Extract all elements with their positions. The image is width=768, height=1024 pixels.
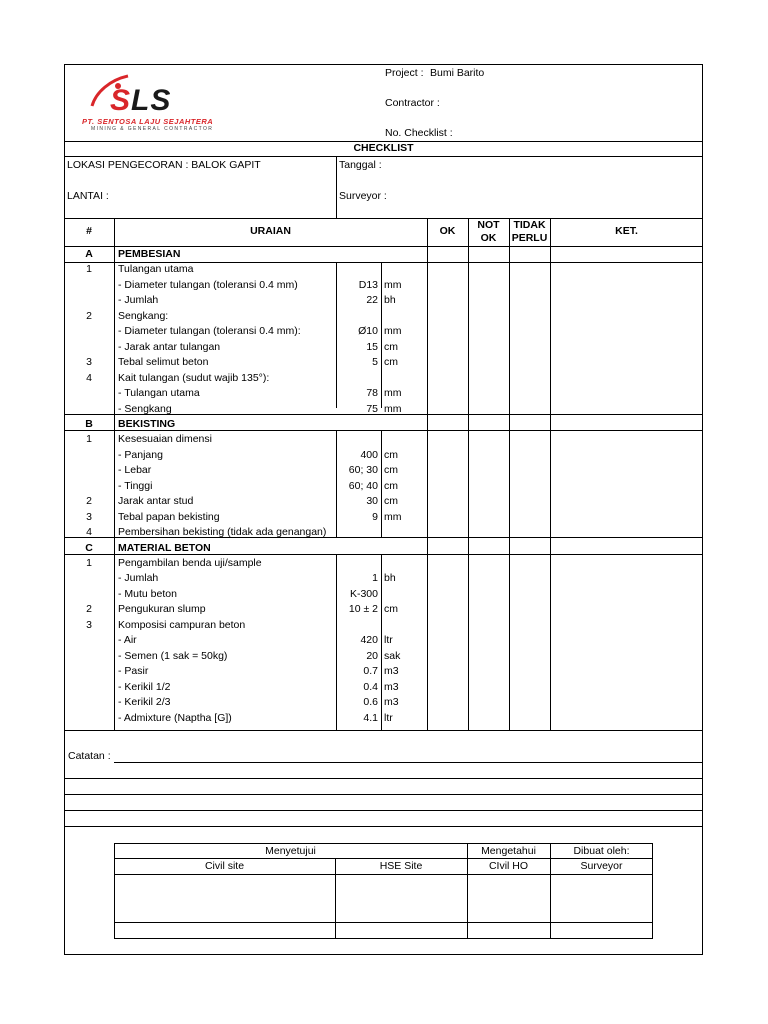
row-value: 5 [372, 356, 378, 369]
col-header-ok: OK [439, 225, 456, 237]
row-description: Pembersihan bekisting (tidak ada genangan) [118, 526, 327, 539]
row-number: 1 [86, 263, 92, 276]
row-description: - Kerikil 2/3 [118, 696, 171, 709]
row-unit: mm [384, 387, 402, 400]
row-description: Kesesuaian dimensi [118, 433, 212, 446]
row-description: Kait tulangan (sudut wajib 135°): [118, 371, 270, 384]
row-value: 60; 30 [348, 464, 378, 477]
row-value: 0.6 [363, 696, 378, 709]
row-value: K-300 [349, 587, 378, 600]
section-title: BEKISTING [118, 417, 176, 430]
row-unit: bh [384, 294, 396, 307]
row-number: 4 [86, 526, 92, 539]
row-description: - Panjang [118, 448, 163, 461]
checklist-title: CHECKLIST [353, 142, 414, 154]
row-value: 20 [366, 649, 378, 662]
row-value: D13 [358, 278, 378, 291]
company-name: PT. SENTOSA LAJU SEJAHTERA [82, 117, 214, 126]
row-unit: cm [384, 356, 398, 369]
col-header-uraian: URAIAN [250, 225, 291, 237]
row-description: - Diameter tulangan (toleransi 0.4 mm): [118, 325, 301, 338]
row-number: 1 [86, 433, 92, 446]
row-number: 4 [86, 371, 92, 384]
row-description: - Kerikil 1/2 [118, 680, 171, 693]
row-unit: mm [384, 510, 402, 523]
section-title: PEMBESIAN [118, 248, 181, 260]
row-number: 2 [86, 309, 92, 322]
col-header-no: # [86, 225, 92, 237]
row-value: 0.4 [363, 680, 378, 693]
row-number: 3 [86, 618, 92, 631]
row-description: Pengambilan benda uji/sample [118, 557, 262, 569]
row-description: Pengukuran slump [118, 603, 206, 616]
row-number: A [85, 248, 93, 260]
row-description: Tulangan utama [118, 263, 194, 276]
col-header-tidak-2: PERLU [511, 232, 548, 244]
row-unit: mm [384, 325, 402, 338]
row-unit: m3 [384, 680, 399, 693]
row-description: Tebal selimut beton [118, 356, 209, 369]
row-unit: mm [384, 278, 402, 291]
row-description: - Pasir [118, 665, 149, 678]
company-tagline: MINING & GENERAL CONTRACTOR [91, 126, 214, 132]
row-number: 3 [86, 510, 92, 523]
row-value: 1 [372, 572, 378, 585]
row-description: Tebal papan bekisting [118, 510, 220, 523]
row-description: Komposisi campuran beton [118, 618, 246, 631]
row-unit: bh [384, 572, 396, 585]
no-checklist-label: No. Checklist : [385, 127, 453, 139]
row-number: 1 [86, 557, 92, 569]
row-description: - Diameter tulangan (toleransi 0.4 mm) [118, 278, 298, 291]
row-description: - Mutu beton [118, 587, 177, 600]
row-unit: m3 [384, 696, 399, 709]
row-description: - Tinggi [118, 479, 153, 492]
col-header-tidak-1: TIDAK [513, 219, 546, 231]
row-description: Jarak antar stud [118, 495, 194, 508]
row-description: - Admixture (Naptha [G]) [118, 711, 232, 724]
surveyor-field: Surveyor : [339, 190, 387, 202]
row-number: B [85, 417, 93, 430]
row-unit: cm [384, 479, 398, 492]
row-number: 3 [86, 356, 92, 369]
row-value: 0.7 [363, 665, 378, 678]
logo-wordmark: SLS [110, 84, 172, 117]
menyetujui-label: Menyetujui [265, 845, 316, 857]
row-value: 9 [372, 510, 378, 523]
row-number: 2 [86, 603, 92, 616]
section-title: MATERIAL BETON [118, 541, 211, 554]
row-value: 75 [366, 402, 378, 415]
row-unit: cm [384, 603, 398, 616]
lokasi-field: LOKASI PENGECORAN : BALOK GAPIT [67, 159, 261, 171]
row-unit: ltr [384, 711, 393, 724]
civil-site-label: Civil site [204, 860, 245, 872]
row-value: 15 [366, 340, 378, 353]
row-unit: cm [384, 495, 398, 508]
col-header-notok-2: OK [480, 232, 497, 244]
mengetahui-label: Mengetahui [481, 845, 536, 857]
civil-ho-label: CIvil HO [488, 860, 529, 872]
row-value: Ø10 [358, 325, 378, 338]
row-value: 30 [366, 495, 378, 508]
row-unit: m3 [384, 665, 399, 678]
col-header-ket: KET. [615, 225, 638, 237]
row-description: - Jarak antar tulangan [118, 340, 221, 353]
row-unit: mm [384, 402, 402, 415]
row-unit: sak [384, 649, 401, 662]
dibuat-oleh-label: Dibuat oleh: [573, 845, 630, 857]
row-description: - Air [118, 634, 137, 647]
row-description: - Tulangan utama [118, 387, 200, 400]
row-description: - Jumlah [118, 572, 159, 585]
catatan-label: Catatan : [68, 750, 111, 762]
contractor-label: Contractor : [385, 97, 440, 109]
row-value: 10 ± 2 [348, 603, 378, 616]
row-value: 420 [360, 634, 378, 647]
row-description: - Lebar [118, 464, 152, 477]
hse-site-label: HSE Site [379, 860, 423, 872]
row-unit: ltr [384, 634, 393, 647]
row-description: Sengkang: [118, 309, 169, 322]
row-value: 60; 40 [348, 479, 378, 492]
project-label: Project : [385, 67, 424, 79]
col-header-notok-1: NOT [477, 219, 500, 231]
tanggal-field: Tanggal : [339, 159, 382, 171]
lantai-field: LANTAI : [67, 190, 109, 202]
row-unit: cm [384, 464, 398, 477]
row-description: - Jumlah [118, 294, 159, 307]
row-number: 2 [86, 495, 92, 508]
row-number: C [85, 541, 93, 554]
row-value: 400 [360, 448, 378, 461]
row-description: - Semen (1 sak = 50kg) [118, 649, 228, 662]
row-value: 4.1 [363, 711, 378, 724]
row-unit: cm [384, 448, 398, 461]
row-description: - Sengkang [118, 402, 172, 415]
surveyor-sign-label: Surveyor [580, 860, 623, 872]
row-value: 78 [366, 387, 378, 400]
row-value: 22 [366, 294, 378, 307]
row-unit: cm [384, 340, 398, 353]
project-value: Bumi Barito [430, 67, 485, 79]
